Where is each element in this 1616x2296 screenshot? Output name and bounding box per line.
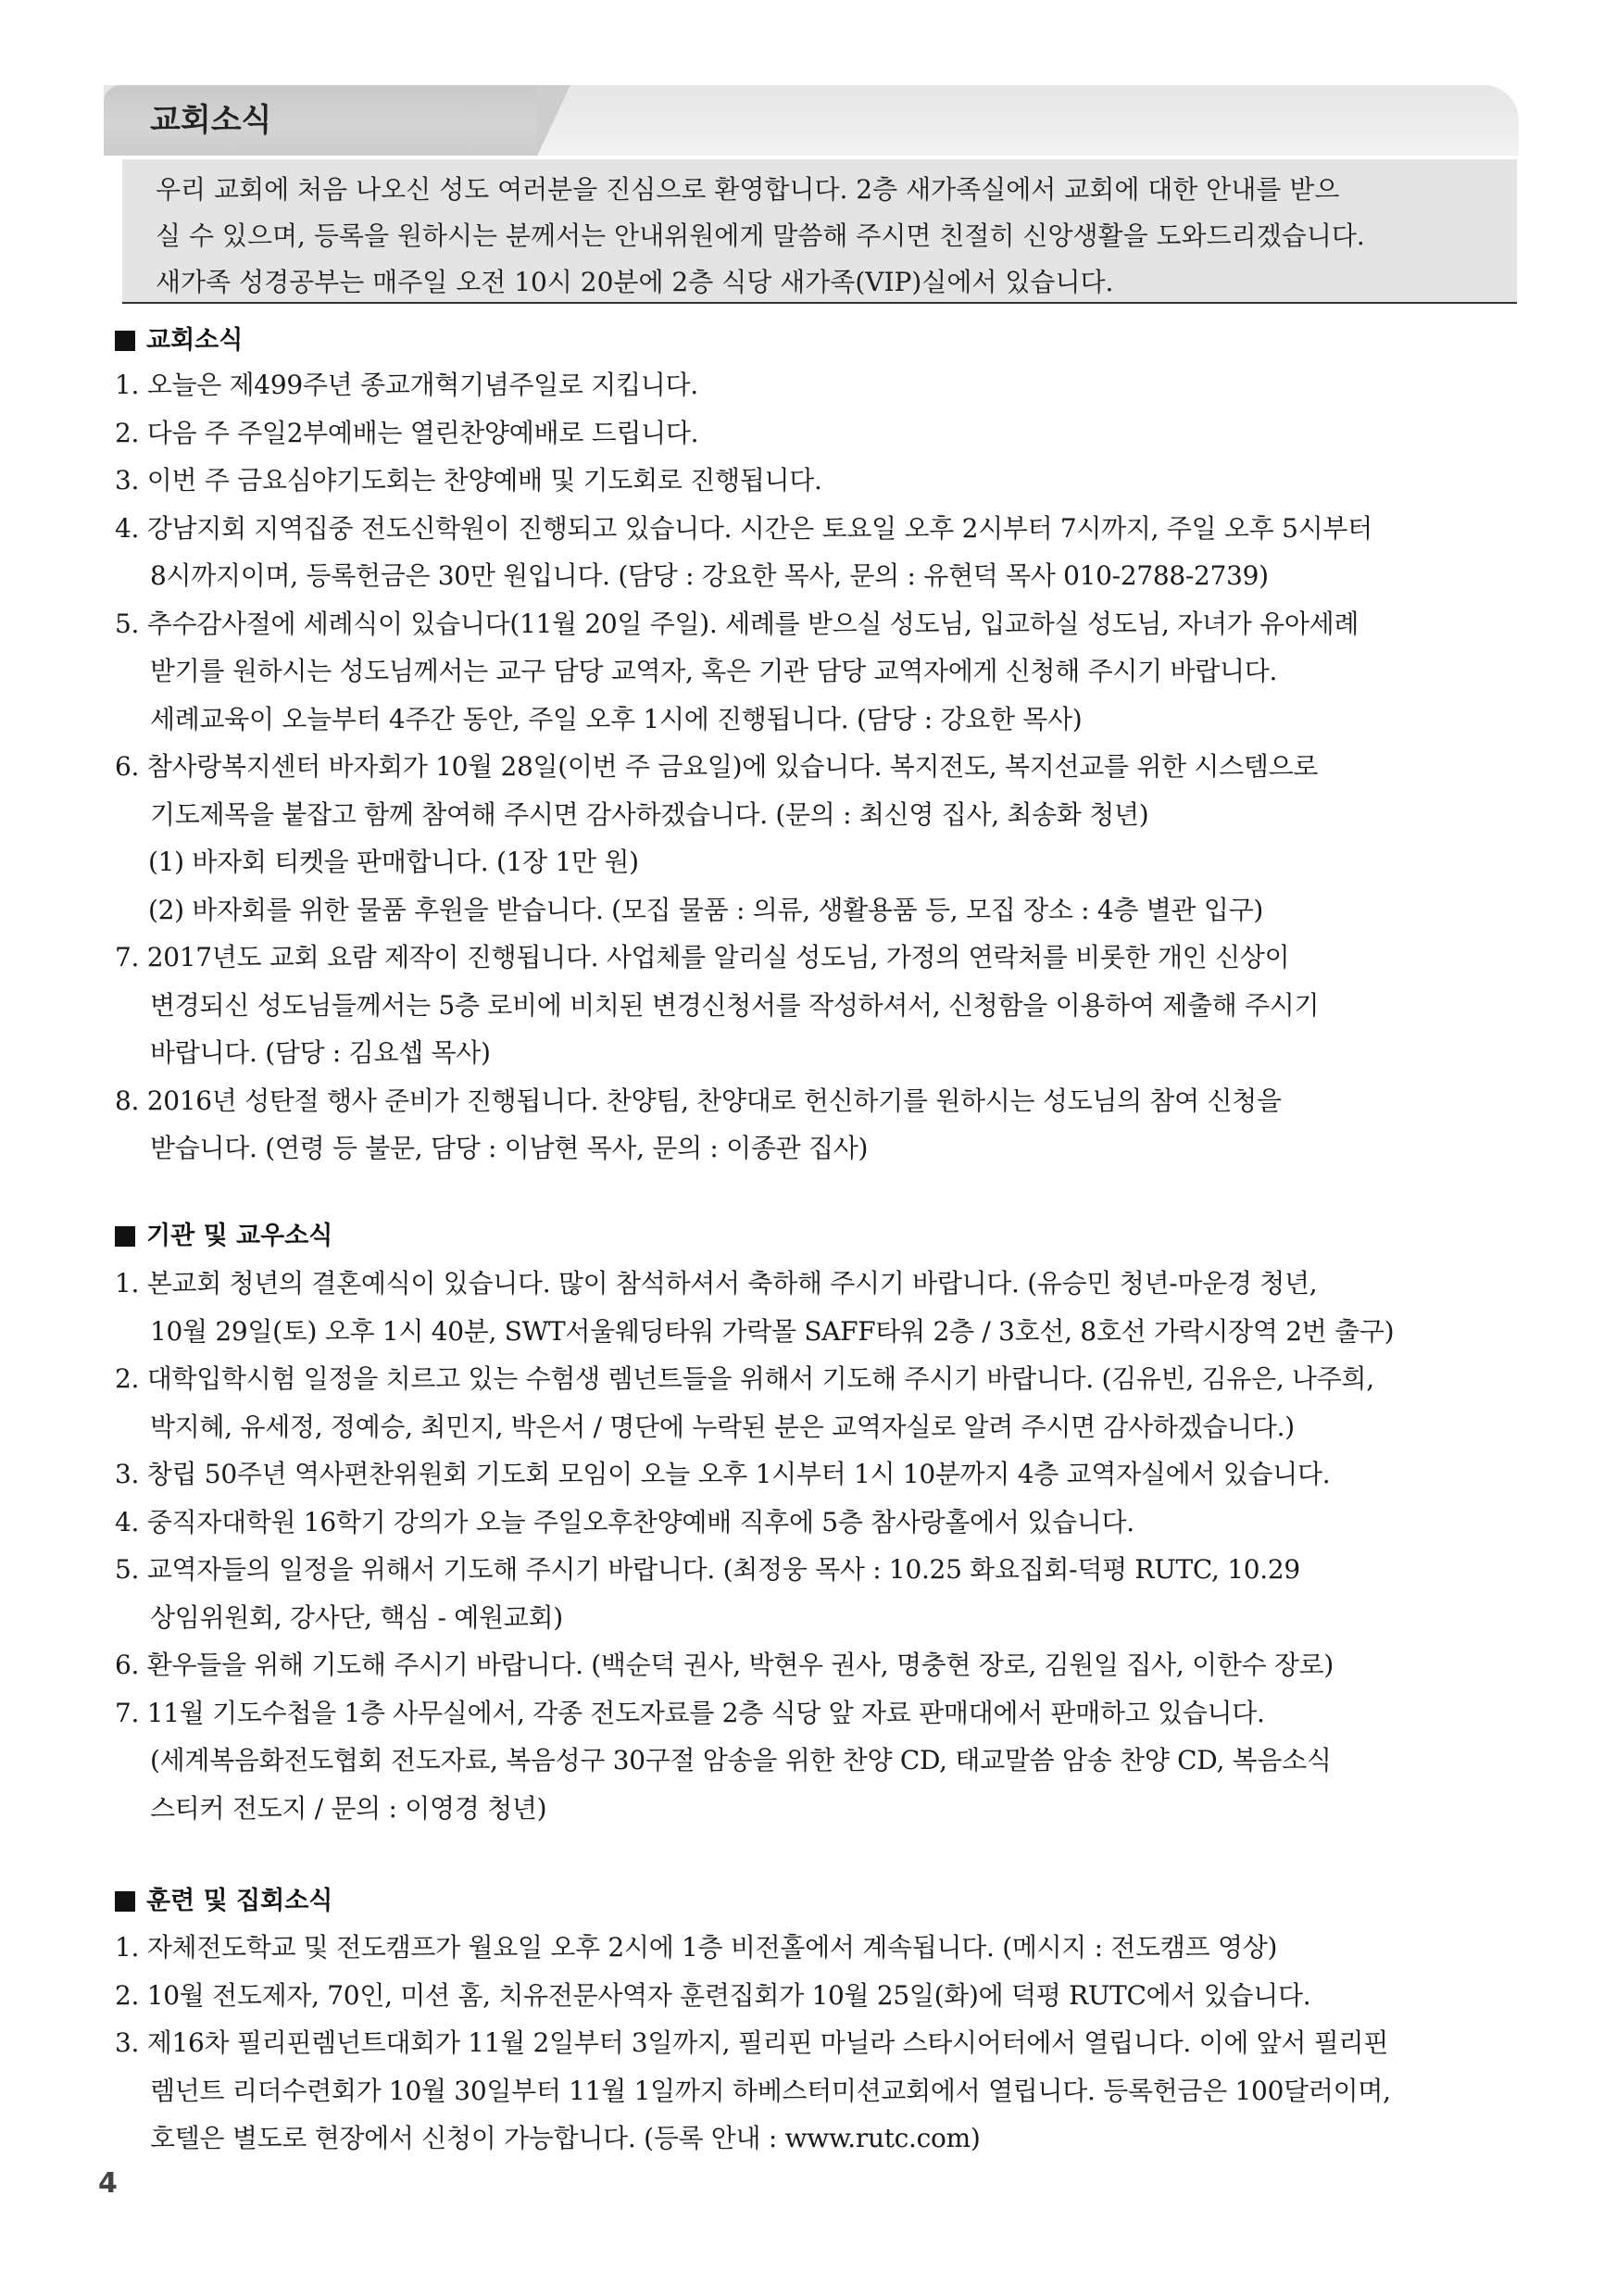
list-item-continuation: 바랍니다. (담당 : 김요셉 목사) <box>150 1037 491 1068</box>
section-heading-label: 훈련 및 집회소식 <box>146 1887 333 1915</box>
square-bullet-icon <box>115 1226 135 1247</box>
list-item: 2. 대학입학시험 일정을 치르고 있는 수험생 렘넌트들을 위해서 기도해 주시기 바랍니다. (김유빈, 김유은, 나주희, <box>115 1363 1374 1394</box>
list-item: 4. 강남지회 지역집중 전도신학원이 진행되고 있습니다. 시간은 토요일 오후 2시부터 7시까지, 주일 오후 5시부터 <box>115 512 1372 544</box>
list-item: 2. 10월 전도제자, 70인, 미션 홈, 치유전문사역자 훈련집회가 10월 25일(화)에 덕평 RUTC에서 있습니다. <box>115 1979 1311 2011</box>
welcome-line: 우리 교회에 처음 나오신 성도 여러분을 진심으로 환영합니다. 2층 새가족실에서 교회에 대한 안내를 받으 <box>156 174 1340 205</box>
list-subitem: (1) 바자회 티켓을 판매합니다. (1장 1만 원) <box>148 847 639 877</box>
section-heading-member-news <box>115 1218 332 1255</box>
square-bullet-icon <box>115 331 135 351</box>
welcome-line: 실 수 있으며, 등록을 원하시는 분께서는 안내위원에게 말씀해 주시면 친절히 신앙생활을 도와드리겠습니다. <box>156 220 1365 251</box>
section-heading-label: 교회소식 <box>146 326 244 355</box>
list-item: 3. 제16차 필리핀렘넌트대회가 11월 2일부터 3일까지, 필리핀 마닐라 스타시어터에서 열립니다. 이에 앞서 필리핀 <box>115 2027 1389 2058</box>
section-heading-label: 기관 및 교우소식 <box>146 1222 333 1250</box>
list-item-continuation: 변경되신 성도님들께서는 5층 로비에 비치된 변경신청서를 작성하셔서, 신청함을 이용하여 제출해 주시기 <box>150 989 1320 1021</box>
list-item-continuation: 스티커 전도지 / 문의 : 이영경 청년) <box>150 1792 547 1824</box>
church-news-list <box>115 361 1522 1173</box>
list-item: 8. 2016년 성탄절 행사 준비가 진행됩니다. 찬양팀, 찬양대로 헌신하기를 원하시는 성도님의 참여 신청을 <box>115 1085 1282 1116</box>
list-subitem: (2) 바자회를 위한 물품 후원을 받습니다. (모집 물품 : 의류, 생활용품 등, 모집 장소 : 4층 별관 입구) <box>148 894 1263 925</box>
list-item: 2. 다음 주 주일2부예배는 열린찬양예배로 드립니다. <box>115 417 699 448</box>
list-item-continuation: 기도제목을 붙잡고 함께 참여해 주시면 감사하겠습니다. (문의 : 최신영 집사, 최송화 청년) <box>150 798 1149 830</box>
list-item: 5. 추수감사절에 세례식이 있습니다(11월 20일 주일). 세례를 받으실 성도님, 입교하실 성도님, 자녀가 유아세례 <box>115 608 1359 639</box>
list-item-continuation: 박지혜, 유세정, 정예승, 최민지, 박은서 / 명단에 누락된 분은 교역자실로 알려 주시면 감사하겠습니다.) <box>150 1411 1295 1442</box>
list-item-continuation: 상임위원회, 강사단, 핵심 - 예원교회) <box>150 1601 563 1633</box>
list-item-continuation: 받기를 원하시는 성도님께서는 교구 담당 교역자, 혹은 기관 담당 교역자에게 신청해 주시기 바랍니다. <box>150 656 1278 686</box>
list-item: 4. 중직자대학원 16학기 강의가 오늘 주일오후찬양예배 직후에 5층 참사랑홀에서 있습니다. <box>115 1506 1134 1537</box>
list-item: 1. 본교회 청년의 결혼예식이 있습니다. 많이 참석하셔서 축하해 주시기 바랍니다. (유승민 청년-마운경 청년, <box>115 1268 1318 1299</box>
list-item-continuation: 8시까지이며, 등록헌금은 30만 원입니다. (담당 : 강요한 목사, 문의 : 유현덕 목사 010-2788-2739) <box>150 560 1269 591</box>
list-item: 1. 오늘은 제499주년 종교개혁기념주일로 지킵니다. <box>115 370 698 400</box>
list-item-continuation: 10월 29일(토) 오후 1시 40분, SWT서울웨딩타워 가락몰 SAFF타워 2층 / 3호선, 8호선 가락시장역 2번 출구) <box>150 1315 1395 1347</box>
list-item-continuation: 받습니다. (연령 등 불문, 담당 : 이남현 목사, 문의 : 이종관 집사) <box>150 1133 869 1163</box>
list-item: 3. 이번 주 금요심야기도회는 찬양예배 및 기도회로 진행됩니다. <box>115 465 822 496</box>
square-bullet-icon <box>115 1891 135 1912</box>
list-item-continuation: 렘넌트 리더수련회가 10월 30일부터 11월 1일까지 하베스터미션교회에서 열립니다. 등록헌금은 100달러이며, <box>150 2075 1391 2106</box>
section-heading-church-news <box>115 322 243 359</box>
list-item: 5. 교역자들의 일정을 위해서 기도해 주시기 바랍니다. (최정웅 목사 : 10.25 화요집회-덕평 RUTC, 10.29 <box>115 1554 1300 1585</box>
list-item: 7. 11월 기도수첩을 1층 사무실에서, 각종 전도자료를 2층 식당 앞 자료 판매대에서 판매하고 있습니다. <box>115 1697 1265 1728</box>
member-news-list <box>115 1260 1522 1832</box>
welcome-line: 새가족 성경공부는 매주일 오전 10시 20분에 2층 식당 새가족(VIP)실에서 있습니다. <box>156 267 1114 297</box>
list-item-continuation: 호텔은 별도로 현장에서 신청이 가능합니다. (등록 안내 : www.rutc.com) <box>150 2123 981 2153</box>
list-item: 7. 2017년도 교회 요람 제작이 진행됩니다. 사업체를 알리실 성도님, 가정의 연락처를 비롯한 개인 신상이 <box>115 942 1290 972</box>
welcome-box <box>122 159 1517 304</box>
list-item-continuation: (세계복음화전도협회 전도자료, 복음성구 30구절 암송을 위한 찬양 CD, 태교말씀 암송 찬양 CD, 복음소식 <box>150 1745 1332 1775</box>
list-item: 6. 환우들을 위해 기도해 주시기 바랍니다. (백순덕 권사, 박현우 권사, 명충현 장로, 김원일 집사, 이한수 장로) <box>115 1650 1334 1680</box>
list-item-continuation: 세례교육이 오늘부터 4주간 동안, 주일 오후 1시에 진행됩니다. (담당 : 강요한 목사) <box>150 703 1083 734</box>
training-news-list <box>115 1924 1522 2163</box>
section-heading-training-news <box>115 1883 332 1920</box>
page-title: 교회소식 <box>150 102 272 139</box>
list-item: 1. 자체전도학교 및 전도캠프가 월요일 오후 2시에 1층 비전홀에서 계속됩니다. (메시지 : 전도캠프 영상) <box>115 1932 1278 1963</box>
page-number: 4 <box>98 2167 118 2200</box>
list-item: 6. 참사랑복지센터 바자회가 10월 28일(이번 주 금요일)에 있습니다. 복지전도, 복지선교를 위한 시스템으로 <box>115 751 1319 782</box>
list-item: 3. 창립 50주년 역사편찬위원회 기도회 모임이 오늘 오후 1시부터 1시 10분까지 4층 교역자실에서 있습니다. <box>115 1459 1331 1489</box>
